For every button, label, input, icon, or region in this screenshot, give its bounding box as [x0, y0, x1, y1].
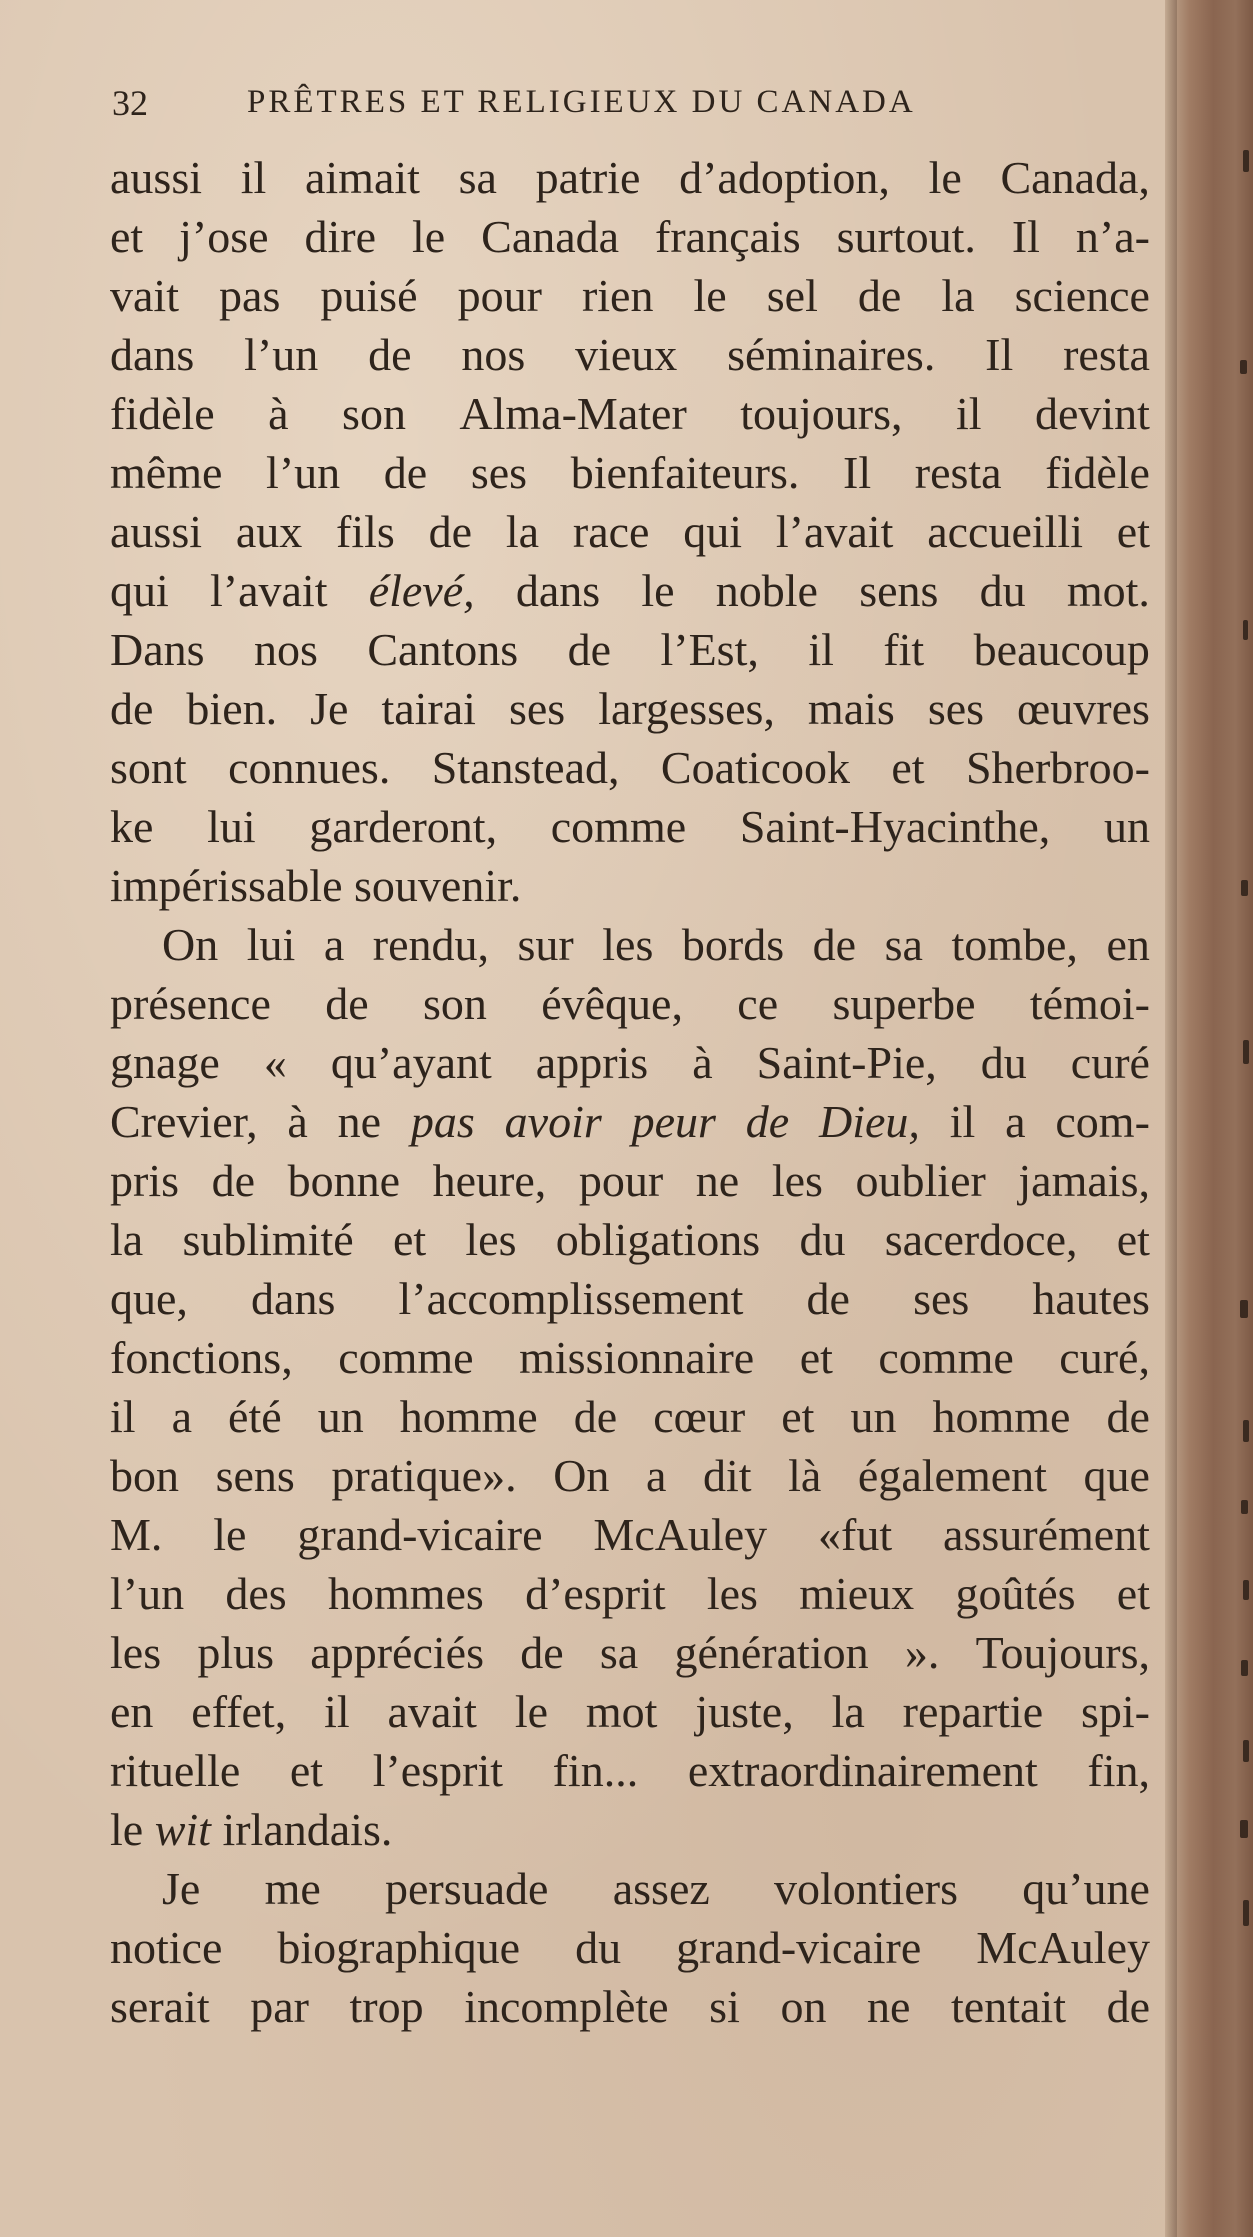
facing-page-glyph — [1241, 1500, 1248, 1514]
text-line: les plus appréciés de sa génération ». Toujours, — [110, 1627, 1150, 1678]
text-line: de bien. Je tairai ses largesses, mais ses œuvres — [110, 683, 1150, 734]
text-line: même l’un de ses bienfaiteurs. Il resta fidèle — [110, 447, 1150, 498]
text-line: notice biographique du grand-vicaire McAuley — [110, 1922, 1150, 1973]
text-line: aussi aux fils de la race qui l’avait accueilli et — [110, 506, 1150, 557]
text-line: fonctions, comme missionnaire et comme curé, — [110, 1332, 1150, 1383]
facing-page-glyph — [1240, 1820, 1248, 1838]
page-header — [112, 82, 1082, 132]
text-line: et j’ose dire le Canada français surtout. Il n’a- — [110, 211, 1150, 262]
facing-page-glyph — [1243, 1580, 1249, 1600]
text-line: M. le grand-vicaire McAuley «fut assurément — [110, 1509, 1150, 1560]
text-line: bon sens pratique». On a dit là également que — [110, 1450, 1150, 1501]
text-line: On lui a rendu, sur les bords de sa tombe, en — [162, 919, 1150, 970]
text-line: qui l’avait élevé, dans le noble sens du mot. — [110, 565, 1150, 616]
facing-page-glyph — [1243, 1740, 1249, 1762]
text-line: aussi il aimait sa patrie d’adoption, le Canada, — [110, 152, 1150, 203]
text-line: ke lui garderont, comme Saint-Hyacinthe, un — [110, 801, 1150, 852]
text-line: vait pas puisé pour rien le sel de la science — [110, 270, 1150, 321]
gutter-shadow — [1165, 0, 1177, 2237]
text-line: dans l’un de nos vieux séminaires. Il resta — [110, 329, 1150, 380]
text-line: rituelle et l’esprit fin... extraordinairement fin, — [110, 1745, 1150, 1796]
facing-page-glyph — [1243, 620, 1248, 640]
text-line: Crevier, à ne pas avoir peur de Dieu, il a com- — [110, 1096, 1150, 1147]
text-line: gnage « qu’ayant appris à Saint-Pie, du curé — [110, 1037, 1150, 1088]
text-line: en effet, il avait le mot juste, la repartie spi- — [110, 1686, 1150, 1737]
text-line: la sublimité et les obligations du sacerdoce, et — [110, 1214, 1150, 1265]
text-line: fidèle à son Alma-Mater toujours, il devint — [110, 388, 1150, 439]
facing-page-glyph — [1243, 1420, 1249, 1442]
book-spine-gutter — [1165, 0, 1253, 2237]
facing-page-glyph — [1243, 1900, 1249, 1926]
text-line: le wit irlandais. — [110, 1804, 393, 1855]
facing-page-glyph — [1240, 1300, 1248, 1318]
text-line: Je me persuade assez volontiers qu’une — [162, 1863, 1150, 1914]
running-title: PRÊTRES ET RELIGIEUX DU CANADA — [247, 84, 916, 120]
facing-page-glyph — [1243, 150, 1249, 172]
text-line: il a été un homme de cœur et un homme de — [110, 1391, 1150, 1442]
text-line: présence de son évêque, ce superbe témoi- — [110, 978, 1150, 1029]
text-line: sont connues. Stanstead, Coaticook et Sherbroo- — [110, 742, 1150, 793]
text-line: pris de bonne heure, pour ne les oublier jamais, — [110, 1155, 1150, 1206]
facing-page-glyph — [1240, 360, 1247, 374]
text-line: impérissable souvenir. — [110, 860, 522, 911]
page-number: 32 — [112, 83, 148, 123]
facing-page-glyph — [1243, 1040, 1249, 1064]
text-line: l’un des hommes d’esprit les mieux goûtés et — [110, 1568, 1150, 1619]
text-line: que, dans l’accomplissement de ses hautes — [110, 1273, 1150, 1324]
facing-page-glyph — [1241, 1660, 1248, 1676]
text-line: Dans nos Cantons de l’Est, il fit beaucoup — [110, 624, 1150, 675]
body-text — [110, 148, 1150, 2036]
text-line: serait par trop incomplète si on ne tentait de — [110, 1981, 1150, 2032]
facing-page-glyph — [1241, 880, 1248, 896]
